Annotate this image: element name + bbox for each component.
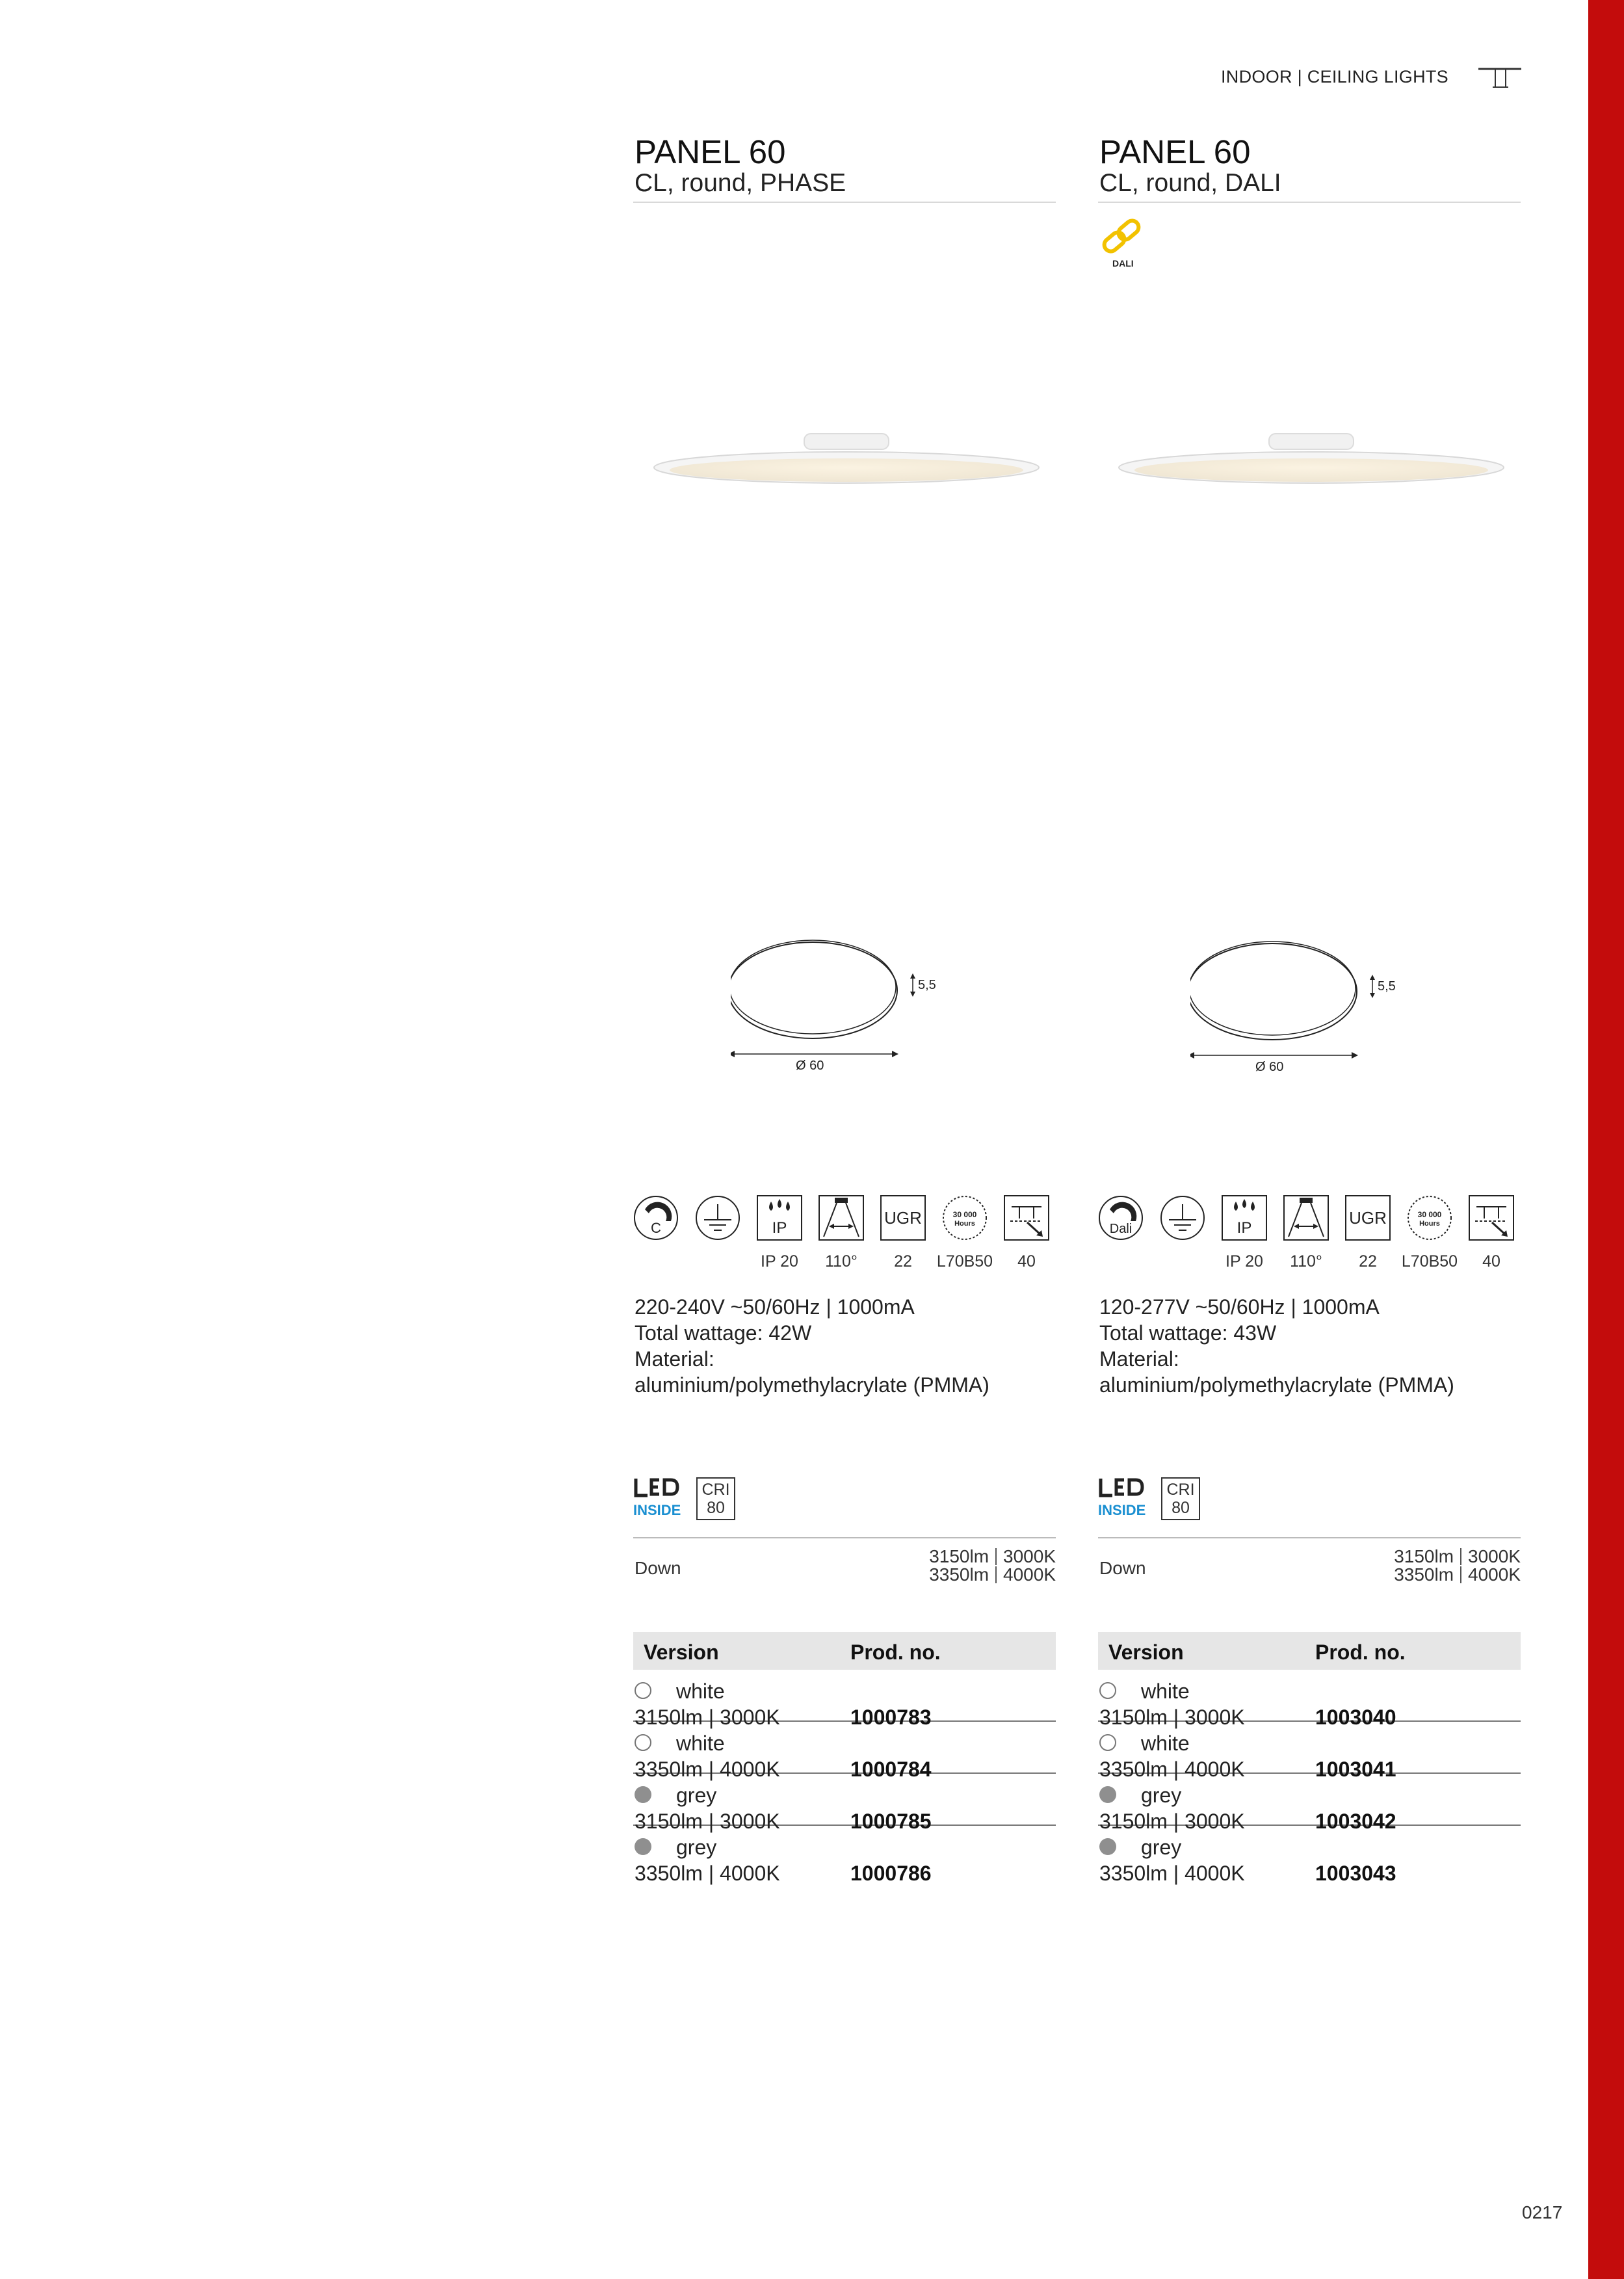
product-subtitle: CL, round, PHASE <box>635 169 846 197</box>
prod-no-value: 1003040 <box>1315 1706 1396 1729</box>
cri-value: 80 <box>1172 1499 1190 1517</box>
dimming-label: C <box>651 1220 661 1236</box>
cri-label: CRI <box>1166 1481 1195 1499</box>
dim-height: 5,5 <box>918 978 936 992</box>
version-value: 3150lm | 3000K <box>1099 1810 1245 1833</box>
beam-angle-icon <box>819 1195 864 1241</box>
beam-angle-icon <box>1283 1195 1329 1241</box>
section-header: INDOOR | CEILING LIGHTS <box>1221 67 1448 86</box>
flux-k: 3000K <box>1003 1546 1056 1566</box>
version-value: 3150lm | 3000K <box>635 1810 780 1833</box>
cri-badge <box>1161 1477 1200 1520</box>
color-swatch <box>635 1682 651 1699</box>
color-name: white <box>1141 1732 1190 1755</box>
caption-ip: IP 20 <box>1225 1252 1263 1271</box>
table-row <box>1098 1826 1521 1885</box>
product-image <box>651 426 1041 497</box>
dimension-drawing <box>731 927 952 1076</box>
flux-lm: 3350lm <box>929 1564 989 1585</box>
led-inside-icon <box>1098 1476 1146 1518</box>
prod-no-value: 1000786 <box>850 1862 932 1885</box>
page-number: 0217 <box>1522 2202 1563 2222</box>
prod-no-value: 1000783 <box>850 1706 932 1729</box>
table-row <box>633 1722 1056 1781</box>
feature-icons <box>633 1195 1056 1273</box>
table-row <box>1098 1722 1521 1781</box>
prod-no-value: 1003043 <box>1315 1862 1396 1885</box>
spec-material-label: Material: <box>1099 1347 1179 1371</box>
ip-label: IP <box>772 1219 787 1237</box>
flux-lm: 3150lm <box>1394 1546 1454 1566</box>
lifetime-hours-icon <box>942 1195 988 1241</box>
spec-wattage: Total wattage: 42W <box>635 1321 812 1345</box>
hours-bottom: Hours <box>954 1220 975 1228</box>
dali-dimmable-icon <box>1098 1195 1144 1241</box>
divider <box>633 1537 1056 1538</box>
table-row <box>1098 1670 1521 1729</box>
color-name: grey <box>1141 1836 1182 1859</box>
spec-wattage: Total wattage: 43W <box>1099 1321 1277 1345</box>
dim-height: 5,5 <box>1378 979 1396 994</box>
flux-lm: 3350lm <box>1394 1564 1454 1585</box>
flux-values <box>929 1548 1056 1584</box>
feature-icons <box>1098 1195 1521 1273</box>
cri-label: CRI <box>701 1481 730 1499</box>
table-row <box>633 1826 1056 1885</box>
dimming-label: Dali <box>1109 1222 1133 1236</box>
cri-badge <box>696 1477 735 1520</box>
caption-lifetime: L70B50 <box>936 1252 993 1271</box>
accent-bar <box>1588 0 1624 2279</box>
ip-rating-icon <box>757 1195 802 1241</box>
prod-no-value: 1003042 <box>1315 1810 1396 1833</box>
version-value: 3150lm | 3000K <box>1099 1706 1245 1729</box>
version-value: 3350lm | 4000K <box>635 1862 780 1885</box>
ugr-icon <box>880 1195 926 1241</box>
divider <box>633 202 1056 203</box>
hours-bottom: Hours <box>1419 1220 1440 1228</box>
ugr-icon <box>1345 1195 1391 1241</box>
table-row <box>1098 1774 1521 1833</box>
color-name: white <box>676 1680 725 1703</box>
caption-ugr: 22 <box>894 1252 912 1271</box>
dali-logo-text: DALI <box>1112 258 1134 269</box>
flux-lm: 3150lm <box>929 1546 989 1566</box>
prod-no-value: 1000785 <box>850 1810 932 1833</box>
caption-lifetime: L70B50 <box>1401 1252 1458 1271</box>
flux-k: 4000K <box>1468 1564 1521 1585</box>
protection-class-icon <box>1160 1195 1205 1241</box>
color-swatch <box>1099 1786 1116 1803</box>
dimension-drawing <box>1190 927 1411 1076</box>
spec-voltage: 220-240V ~50/60Hz | 1000mA <box>635 1295 915 1319</box>
glow-wire-icon <box>1469 1195 1514 1241</box>
ugr-label: UGR <box>884 1208 922 1228</box>
led-inside-label: INSIDE <box>633 1502 681 1518</box>
spec-voltage: 120-277V ~50/60Hz | 1000mA <box>1099 1295 1380 1319</box>
hours-top: 30 000 <box>1417 1210 1442 1219</box>
color-name: white <box>676 1732 725 1755</box>
color-swatch <box>1099 1838 1116 1855</box>
spec-text <box>1099 1294 1454 1398</box>
version-table <box>633 1632 1056 1885</box>
caption-angle: 110° <box>1290 1252 1322 1271</box>
color-name: grey <box>1141 1784 1182 1807</box>
col-prod-no: Prod. no. <box>850 1640 941 1664</box>
color-swatch <box>1099 1682 1116 1699</box>
prod-no-value: 1000784 <box>850 1758 932 1781</box>
spec-material: aluminium/polymethylacrylate (PMMA) <box>1099 1373 1454 1397</box>
version-value: 3150lm | 3000K <box>635 1706 780 1729</box>
led-inside-icon <box>633 1476 681 1518</box>
cri-value: 80 <box>707 1499 725 1517</box>
product-subtitle: CL, round, DALI <box>1099 169 1281 197</box>
flux-direction: Down <box>635 1558 681 1578</box>
version-table <box>1098 1632 1521 1885</box>
led-inside-label: INSIDE <box>1098 1502 1146 1518</box>
color-swatch <box>635 1838 651 1855</box>
hours-top: 30 000 <box>952 1210 977 1219</box>
glow-wire-icon <box>1004 1195 1049 1241</box>
product-title: PANEL 60 <box>635 133 786 170</box>
color-swatch <box>1099 1734 1116 1751</box>
dim-diameter: Ø 60 <box>1255 1060 1284 1074</box>
col-version: Version <box>644 1640 719 1664</box>
dimmable-icon <box>633 1195 679 1241</box>
color-name: grey <box>676 1836 717 1859</box>
col-version: Version <box>1108 1640 1184 1664</box>
spec-material-label: Material: <box>635 1347 714 1371</box>
color-swatch <box>635 1786 651 1803</box>
version-value: 3350lm | 4000K <box>635 1758 780 1781</box>
caption-glow-wire: 40 <box>1017 1252 1036 1271</box>
lifetime-hours-icon <box>1407 1195 1452 1241</box>
version-value: 3350lm | 4000K <box>1099 1758 1245 1781</box>
dim-diameter: Ø 60 <box>796 1059 824 1073</box>
caption-glow-wire: 40 <box>1482 1252 1500 1271</box>
flux-k: 3000K <box>1468 1546 1521 1566</box>
table-row <box>633 1774 1056 1833</box>
caption-angle: 110° <box>825 1252 858 1271</box>
flux-values <box>1394 1548 1521 1584</box>
product-column-dali <box>1098 0 1521 2279</box>
ip-label: IP <box>1237 1219 1252 1237</box>
dali-logo-icon <box>1098 216 1153 270</box>
caption-ip: IP 20 <box>761 1252 798 1271</box>
product-title: PANEL 60 <box>1099 133 1251 170</box>
color-name: grey <box>676 1784 717 1807</box>
spec-material: aluminium/polymethylacrylate (PMMA) <box>635 1373 989 1397</box>
table-row <box>633 1670 1056 1729</box>
color-swatch <box>635 1734 651 1751</box>
flux-k: 4000K <box>1003 1564 1056 1585</box>
prod-no-value: 1003041 <box>1315 1758 1396 1781</box>
divider <box>1098 1537 1521 1538</box>
version-value: 3350lm | 4000K <box>1099 1862 1245 1885</box>
divider <box>1098 202 1521 203</box>
flux-direction: Down <box>1099 1558 1146 1578</box>
protection-class-icon <box>695 1195 740 1241</box>
ip-rating-icon <box>1222 1195 1267 1241</box>
caption-ugr: 22 <box>1359 1252 1377 1271</box>
ugr-label: UGR <box>1349 1208 1387 1228</box>
table-header <box>1098 1632 1521 1670</box>
spec-text <box>635 1294 989 1398</box>
product-image <box>1116 426 1506 497</box>
color-name: white <box>1141 1680 1190 1703</box>
table-header <box>633 1632 1056 1670</box>
product-column-phase <box>633 0 1056 2279</box>
col-prod-no: Prod. no. <box>1315 1640 1406 1664</box>
